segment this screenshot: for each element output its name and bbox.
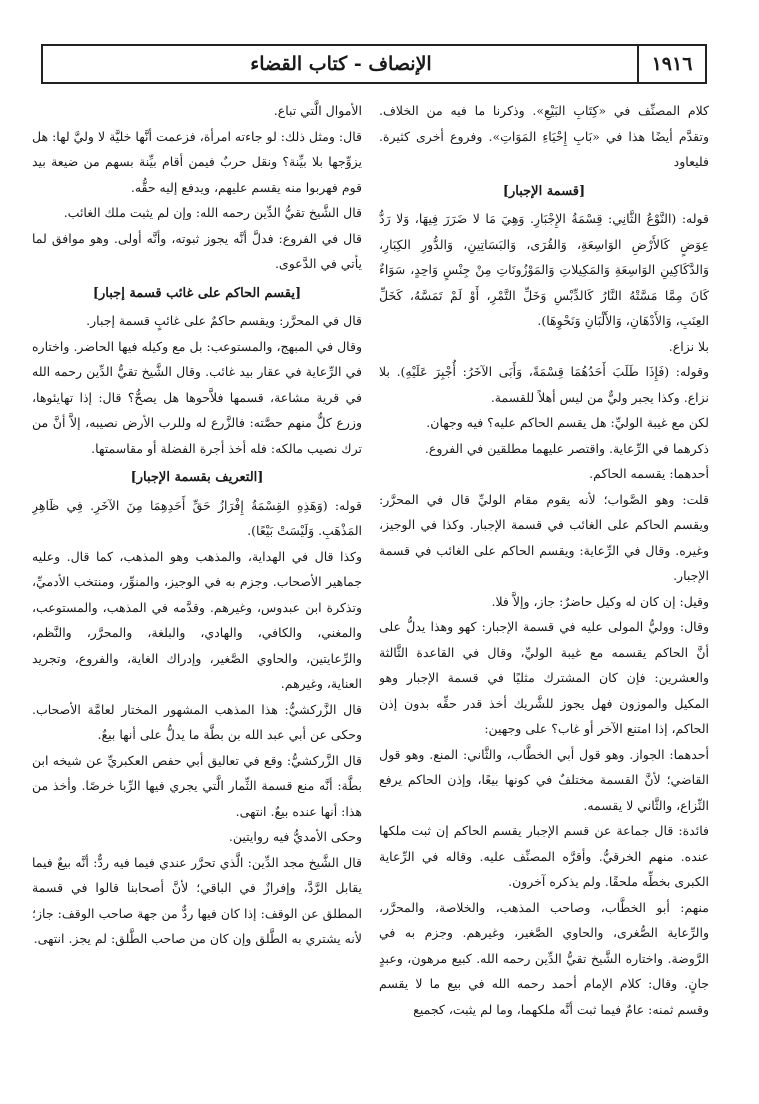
paragraph: الأموال الَّتي تباع. (273, 103, 362, 118)
paragraph: كلام المصنِّف في «كِتَابِ البَيْعِ». وذكرنا ما فيه من الخلاف. وتقدَّم أيضًا هذا في «بَابِ إِحْيَاءِ المَوَاتِ». وفروع أخرى كثيرة. فليعاود (379, 103, 709, 169)
paragraph: أحدهما: يقسمه الحاكم. (589, 466, 709, 481)
paragraph: قال الشَّيخ مجد الدِّين: الَّذي تحرَّر عندي فيما فيه ردٌّ: أنَّه بيعٌ فيما يقابل الرَّدَّ، وإفرازٌ في الباقي؛ لأنَّ أصحابنا قالوا في قسمة المطلق عن الوقف: إذا كان فيها ردٌّ من جهة صاحب الوقف: جاز؛ لأنه يشتري به الطَّلق وإن كان من صاحب الطَّلق: لم يجز. انتهى. (32, 854, 362, 946)
paragraph: لكن مع غيبة الوليِّ: هل يقسم الحاكم عليه؟ فيه وجهان. (426, 415, 709, 430)
paragraph: وقوله: (فَإِذَا طَلَبَ أَحَدُهُمَا قِسْمَةً، وَأَبَى الآخَرُ: أُجْبِرَ عَلَيْهِ). بلا نزاع. وكذا يجبر وليٌّ من ليس أهلاً للقسمة. (379, 364, 709, 405)
paragraph: وكذا قال في الهداية، والمذهب وهو المذهب، كما قال. وعليه جماهير الأصحاب. وجزم به في الوجيز، والمنوِّر، ومنتخب الأدميِّ، وتذكرة ابن عبدوس، وغيرهم. وقدَّمه في المذهب، والمستوعب، والمغني، والكافي، والهادي، والبلغة، والمحرَّر، والنَّظم، والرِّعايتين، والحاوي الصَّغير، وإدراك الغاية، والفروع، وتجريد العناية، وغيرهم. (32, 548, 362, 691)
right-text-column (379, 98, 709, 1098)
section-heading: [التعريف بقسمة الإجبار] (130, 470, 264, 485)
paragraph: أحدهما: الجواز. وهو قول أبي الخطَّاب، والثَّاني: المنع. وهو قول القاضي؛ لأنَّ القسمة مختلفٌ في كونها بيعًا، وإذن الحاكم يرفع النِّزاع، والثَّاني لا يقسمه. (379, 746, 709, 813)
paragraph: قوله: (النَّوْعُ الثَّانِي: قِسْمَةُ الإِجْبَارِ. وَهِيَ مَا لا ضَرَرَ فِيهَا، وَلا رَدُّ عِوَضٍ كَالأَرْضِ الوَاسِعَةِ، وَالقُرَى، وَالبَسَاتِينِ، وَالدُّورِ الكِبَارِ، وَالدَّكَاكِينِ الوَاسِعَةِ وَالمَكِيلاتِ وَالمَوْزُونَاتِ مِنْ جِنْسٍ وَاحِدٍ، سَوَاءٌ كَانَ مِمَّا مَسَّتْهُ النَّارُ كَالدِّبْسِ وَخَلِّ التَّمْرِ، أَوْ لَمْ تَمَسَّهُ، كَخَلِّ العِنَبِ، وَالأَدْهَانِ، وَالأَلْبَانِ وَنَحْوِهَا). (379, 211, 709, 328)
paragraph: فائدة: قال جماعة عن قسم الإجبار يقسم الحاكم إن ثبت ملكها عنده. منهم الخرقيُّ. وأقرَّه المصنِّف عليه. وقاله في الرِّعاية الكبرى بخطِّه ملحقًا. ولم يذكره آخرون. (379, 823, 709, 889)
paragraph: قال الزَّركشيُّ: هذا المذهب المشهور المختار لعامَّة الأصحاب. وحكى عن أبي عبد الله بن بطَّة ما يدلُّ على أنها بيعٌ. (32, 701, 362, 742)
paragraph: وقال في المبهج، والمستوعب: بل مع وكيله فيها الحاضر. واختاره في الرِّعاية في عقار بيد غائب. وقال الشَّيخ تقيُّ الدِّين رحمه الله في قرية مشاعة، قسمها فلاَّحوها هل يصحُّ؟ قال: إذا تهايئوها، وزرع كلٌّ منهم حصَّته: فالزَّرع له وللرب الأرض نصيبه، إلاَّ أنَّ من ترك نصيب مالكه: فله أخذ أجرة الفضلة أو مقاسمتها. (32, 338, 362, 456)
section-heading: [قسمة الإجبار] (502, 183, 586, 199)
paragraph: وقال: ووليُّ المولى عليه في قسمة الإجبار: كهو وهذا يدلُّ على أنَّ الحاكم يقسمه مع غيبة الوليِّ، وقال في القاعدة الثَّالثة والعشرين: فإن كان المشترك مثليًا في قسمة الإجبار وهو المكيل والموزون فهل يجوز للشَّريك أخذ قدر حقِّه بدون إذن الحاكم، إذا امتنع الآخر أو غاب؟ على وجهين: (379, 619, 709, 736)
paragraph: قال الزَّركشيُّ: وقع في تعاليق أبي حفص العكبريِّ عن شيخه ابن بطَّة: أنَّه منع قسمة الثِّمار الَّتي يجري فيها الرِّبا خرصًا. وأخذ من هذا: أنها عنده بيعٌ. انتهى. (32, 752, 362, 819)
paragraph: وقيل: إن كان له وكيل حاضرٌ: جاز، وإلاَّ فلا. (491, 593, 709, 609)
paragraph: قلت: وهو الصَّواب؛ لأنه يقوم مقام الوليِّ قال في المحرَّر: ويقسم الحاكم على الغائب في قسمة الإجبار. وكذا في الوجيز، وغيره. وقال في الرِّعاية: ويقسم الحاكم على الغائب في قسمة الإجبار. (379, 491, 709, 583)
paragraph: وحكى الأمديُّ فيه روايتين. (228, 829, 362, 844)
paragraph: منهم: أبو الخطَّاب، وصاحب المذهب، والخلاصة، والمحرَّر، والرِّعاية الصُّغرى، والحاوي الصَّغير، وغيرهم. وجزم به في الرَّوضة. واختاره الشَّيخ تقيُّ الدِّين رحمه الله. كبيع مرهون، وعبدٍ جانٍ. وقال: كلام الإمام أحمد رحمه الله في بيع ما لا يقسم وقسم ثمنه: عامٌ فيما ثبت أنَّه ملكهما، وما لم يثبت، كجميع (379, 899, 709, 1017)
paragraph: ذكرهما في الرِّعاية. واقتصر عليهما مطلقين في الفروع. (424, 440, 709, 456)
paragraph: قوله: (وَهَذِهِ القِسْمَةُ إِفْرَازُ حَقِّ أَحَدِهِمَا مِنَ الآخَرِ. فِي ظَاهِرِ المَذْهَبِ. وَلَيْسَتْ بَيْعًا). (32, 497, 362, 538)
paragraph: بلا نزاع. (668, 338, 709, 354)
running-title: الإنصاف - كتاب القضاء (250, 53, 432, 75)
page-number: ١٩١٦ (637, 46, 705, 82)
left-text-column (32, 98, 362, 1098)
paragraph: قال في المحرَّر: ويقسم حاكمٌ على غائبٍ قسمة إجبار. (86, 313, 362, 328)
section-heading: [يقسم الحاكم على غائب قسمة إجبار] (92, 285, 302, 301)
page-header (41, 44, 707, 84)
paragraph: قال في الفروع: فدلَّ أنَّه يجوز ثبوته، وأنَّه أولى. وهو موافق لما يأتي في الدَّعوى. (32, 230, 362, 271)
paragraph: قال: ومثل ذلك: لو جاءته امرأة، فزعمت أنَّها خليَّة لا وليَّ لها: هل يزوِّجها بلا بيِّنة؟ ونقل حربٌ فيمن أقام بيِّنة بسهم من ضيعة بيد قوم فهربوا منه يقسم عليهم، ويدفع إليه حقُّه. (32, 128, 362, 195)
paragraph: قال الشَّيخ تقيُّ الدِّين رحمه الله: وإن لم يثبت ملك الغائب. (63, 205, 362, 220)
